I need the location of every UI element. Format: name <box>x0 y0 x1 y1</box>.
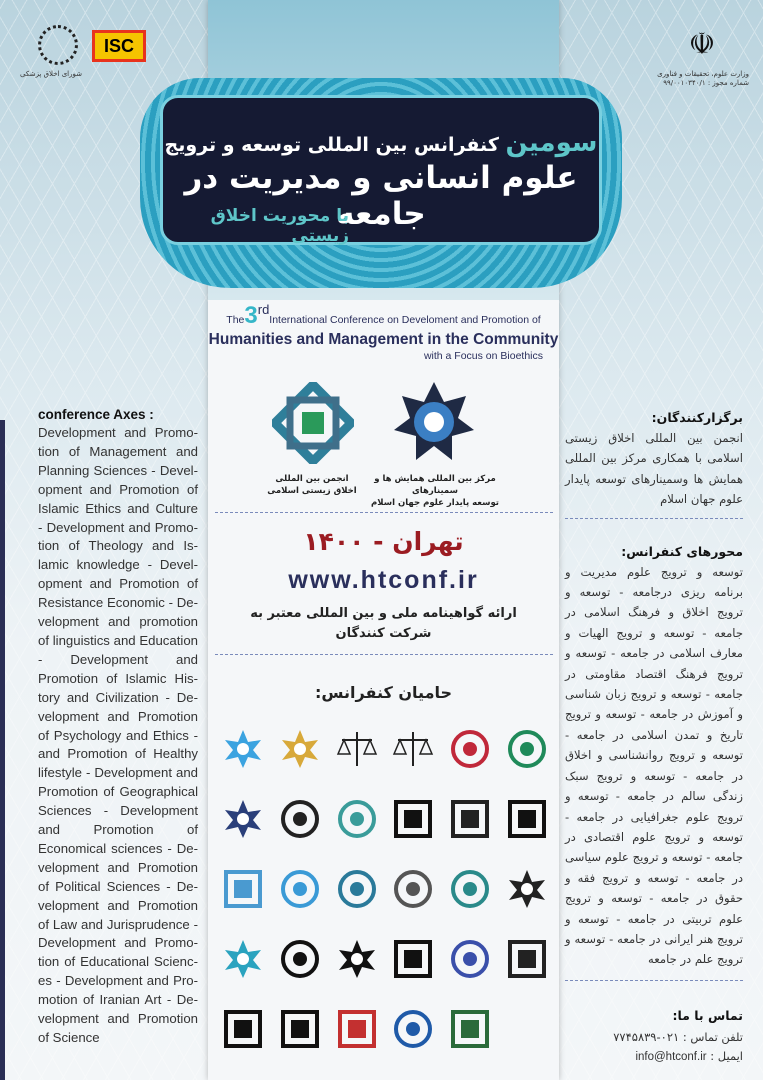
sponsor-rosette-logo <box>328 865 385 913</box>
sponsor-heart-knot-logo <box>215 1005 272 1053</box>
azad-university-logo-icon <box>449 938 491 980</box>
heart-knot-logo-icon <box>222 1008 264 1050</box>
jahad-logo-icon <box>279 938 321 980</box>
sponsor-star-flower-logo <box>272 725 329 773</box>
persian-title-line3: با محوریت اخلاق زیستی <box>210 206 349 246</box>
persian-title-accent: سومین <box>505 128 598 158</box>
sponsor-star-logo <box>328 935 385 983</box>
axes-fa-heading: محورهای کنفرانس: <box>621 543 743 559</box>
iran-emblem-icon: ☫ <box>688 27 716 62</box>
caption-line: انجمن بین المللی <box>275 474 349 484</box>
book-logo-icon <box>279 1008 321 1050</box>
sponsor-unesco-chair-logo <box>215 865 272 913</box>
english-title-line1 <box>208 302 559 330</box>
unesco-logo-icon <box>506 938 548 980</box>
rosette-logo-icon <box>336 798 378 840</box>
scales-of-justice-logo-icon <box>336 728 378 770</box>
sponsor-unesco-logo <box>442 795 499 843</box>
star-logo-icon <box>336 938 378 980</box>
sponsor-scales-of-justice-logo <box>328 725 385 773</box>
arch-logo-icon <box>392 938 434 980</box>
sponsor-unesco-logo <box>498 935 555 983</box>
isesco-globe-logo-icon <box>506 728 548 770</box>
sponsor-globe-hands-logo <box>272 795 329 843</box>
contact-section <box>565 1006 743 1067</box>
certificate-note <box>208 604 559 644</box>
certificate-line2: شرکت کنندگان <box>335 626 432 641</box>
ministry-caption: وزارت علوم، تحقیقات و فناوری <box>657 70 749 78</box>
sponsor-jahad-logo <box>272 935 329 983</box>
persian-title-panel <box>160 95 602 245</box>
left-edge-band <box>0 420 5 1080</box>
axes-heading: conference Axes : <box>38 407 154 422</box>
caption-line: اخلاق زیستی اسلامی <box>267 486 357 496</box>
islamic-world-center-caption <box>365 473 505 509</box>
license-info <box>629 70 749 88</box>
email-label: ایمیل : <box>710 1048 743 1063</box>
sponsor-flower-logo <box>215 935 272 983</box>
flower-logo-icon <box>222 798 264 840</box>
caption-line: مرکز بین المللی همایش ها و سمینارهای <box>374 474 496 496</box>
right-column <box>565 410 743 1067</box>
axes-fa-body: توسعه و ترویج علوم مدیریت و برنامه ریزی درجامعه - توسعه و ترویج اخلاق و فرهنگ اسلامی در جامعه - توسعه و ترویج الهیات و معارف اسلامی در جامعه - توسعه و ترویج فرهنگ اقتصاد مقاومتی در جامعه - توسعه و ترویج زبان شناسی و آموزش در جامعه - توسعه و ترویج تاریخ و تمدن اسلامی در جامعه - توسعه و ترویج روانشناسی و اخلاق در جامعه - توسعه و ترویج سبک زندگی سالم در جامعه - توسعه و ترویج علوم جغرافیایی در جامعه - توسعه و ترویج علوم اقتصادی در جامعه - توسعه و ترویج علوم سیاسی در جامعه - توسعه و ترویج فقه و حقوق در جامعه - توسعه و ترویج علوم تربیتی در جامعه - توسعه و ترویج هنر ایرانی در جامعه - توسعه و ترویج علم در جامعه <box>565 564 743 967</box>
phone-label: تلفن تماس : <box>682 1029 743 1044</box>
rosette-logo-icon <box>392 868 434 910</box>
sponsor-rosette-logo <box>385 865 442 913</box>
globe-logo-icon <box>279 868 321 910</box>
divider <box>215 512 553 513</box>
email-row <box>565 1047 743 1067</box>
rosette-logo-icon <box>336 868 378 910</box>
sponsor-wave-circle-logo <box>442 865 499 913</box>
sponsor-swirl-logo <box>385 1005 442 1053</box>
sponsor-people-circle-logo <box>442 725 499 773</box>
star-knot-logo-icon <box>506 868 548 910</box>
persian-title-line1 <box>163 128 599 158</box>
sponsor-arch-logo <box>385 935 442 983</box>
organizers-body: انجمن بین المللی اخلاق زیستی اسلامی با همکاری مرکز بین المللی همایش ها وسمینارهای توسعه پایدار علوم جهان اسلام <box>565 431 743 507</box>
ordinal-number: 3 <box>244 302 258 329</box>
license-number: شماره مجوز : ۹۹/۰۰۱۰۳۴۰/۱ <box>663 79 749 87</box>
city-year: تهران - ۱۴۰۰ <box>303 527 464 556</box>
icsd-logo-icon <box>449 1008 491 1050</box>
certificate-line1: ارائه گواهینامه ملی و بین المللی معتبر به <box>250 606 517 621</box>
title-prefix: The <box>226 314 245 326</box>
email-address[interactable]: info@htconf.ir <box>635 1050 707 1063</box>
contact-heading: تماس با ما: <box>672 1007 743 1023</box>
caption-line: توسعه پایدار علوم جهان اسلام <box>371 498 499 508</box>
sponsor-icsd-logo <box>442 1005 499 1053</box>
bioethics-association-caption <box>262 473 362 497</box>
knot-logo-icon <box>336 1008 378 1050</box>
sponsor-scales-of-justice-logo <box>385 725 442 773</box>
flower-logo-icon <box>222 938 264 980</box>
swirl-logo-icon <box>392 1008 434 1050</box>
sponsors-grid <box>215 725 555 1053</box>
sponsor-isesco-globe-logo <box>498 725 555 773</box>
conference-axes-english <box>38 407 198 1048</box>
english-title-line2: Humanities and Management in the Community <box>208 331 559 348</box>
sponsor-rosette-logo <box>328 795 385 843</box>
phone-number[interactable]: ۰۲۱-۷۷۴۵۸۳۹ <box>613 1029 680 1044</box>
axes-body: Development and Promotion of Management and Planning Sciences - Development and Promotion of Islamic Ethics and Culture - Development and Promotion of Theology and Islamic knowledge - Development and Promotion of Resistance Economic - Development and promotion of linguistics and Education - Development and Promotion of Islamic History and Civilization - Development and Promotion of Psychology and Ethics - and Promotion of Healthy lifestyle - Development and Promotion of Geographical Sciences - Development and Promotion of Economical sciences - Development and Promotion of Political Sciences - Development and Promotion of Law and Jurisprudence - Development and Promotion of Educational Sciences - Development and Promotion of Iranian Art - Development and Promotion of Science <box>38 425 198 1045</box>
sponsor-globe-logo <box>272 865 329 913</box>
medical-ethics-council-logo <box>38 25 78 65</box>
bioethics-association-logo <box>272 382 354 464</box>
islamic-world-center-logo <box>392 380 476 464</box>
wave-circle-logo-icon <box>449 868 491 910</box>
medical-ethics-council-caption: شورای اخلاق پزشکی <box>20 70 82 78</box>
globe-hands-logo-icon <box>279 798 321 840</box>
sponsor-flower-logo <box>215 725 272 773</box>
persian-title-line2: علوم انسانی و مدیریت در جامعه <box>184 160 578 232</box>
sponsor-calligraphy-square-logo <box>385 795 442 843</box>
isc-logo: ISC <box>92 30 146 62</box>
sponsor-book-logo <box>272 1005 329 1053</box>
organizers-heading: برگزارکنندگان: <box>651 410 743 425</box>
star-flower-logo-icon <box>279 728 321 770</box>
sponsors-title: حامیان کنفرانس: <box>314 683 453 702</box>
persian-title-line1-text: کنفرانس بین المللی توسعه و ترویج <box>164 134 499 156</box>
scales-of-justice-logo-icon <box>392 728 434 770</box>
calligraphy-square-logo-icon <box>392 798 434 840</box>
sponsor-calligraphy-square-logo <box>498 795 555 843</box>
sponsor-knot-logo <box>328 1005 385 1053</box>
unesco-logo-icon <box>449 798 491 840</box>
phone-row <box>565 1028 743 1047</box>
divider <box>565 980 743 981</box>
flower-logo-icon <box>222 728 264 770</box>
sponsor-star-knot-logo <box>498 865 555 913</box>
calligraphy-square-logo-icon <box>506 798 548 840</box>
divider <box>215 654 553 655</box>
divider <box>565 518 743 519</box>
website-link[interactable]: www.htconf.ir <box>288 566 479 594</box>
unesco-chair-logo-icon <box>222 868 264 910</box>
english-title-line1-text: International Conference on Develoment and Promotion of <box>269 314 541 326</box>
english-title-line3: with a Focus on Bioethics <box>423 350 543 362</box>
sponsor-flower-logo <box>215 795 272 843</box>
people-circle-logo-icon <box>449 728 491 770</box>
sponsor-azad-university-logo <box>442 935 499 983</box>
ordinal-suffix: rd <box>257 302 270 317</box>
